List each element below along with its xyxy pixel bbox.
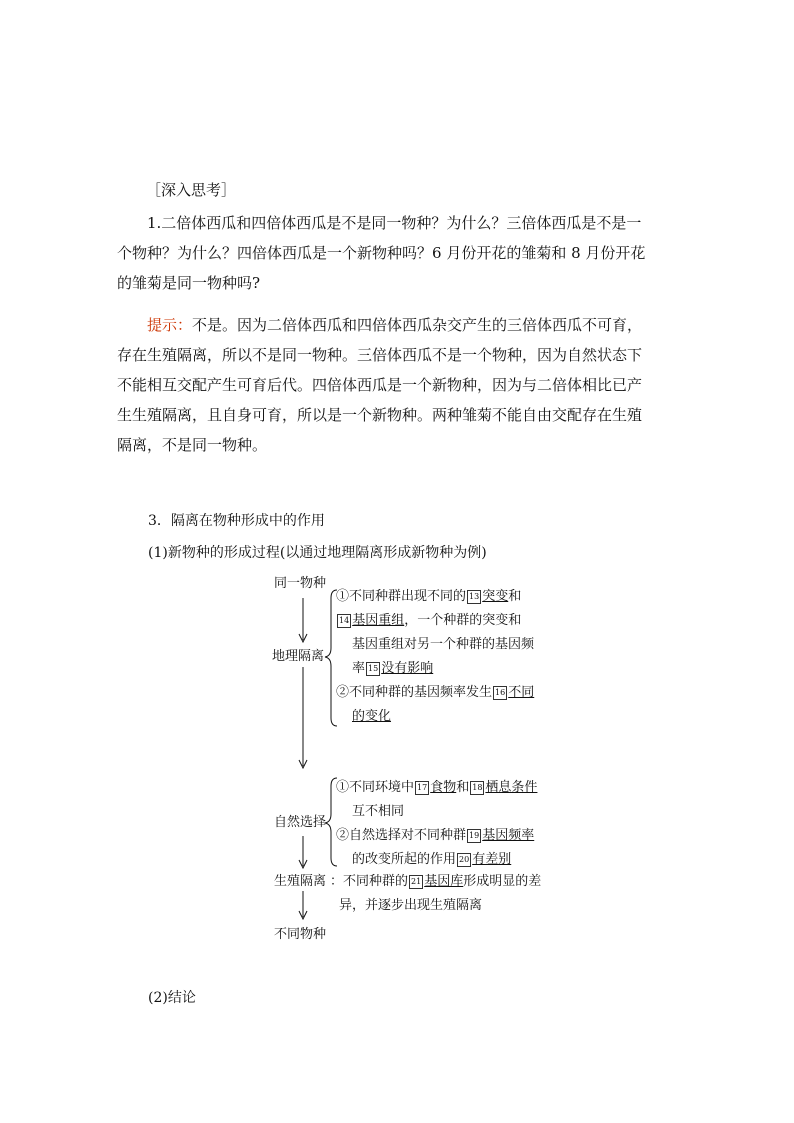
answer-20-text: 有差别 (472, 852, 512, 867)
node-different-species: 不同物种 (274, 927, 327, 942)
node-natural-selection: 自然选择 (274, 815, 327, 830)
answer-21-text: 基因库 (424, 874, 464, 889)
node-geographic-isolation: 地理隔离 (272, 649, 325, 664)
hint-label: 提示： (147, 316, 193, 334)
node-same-species: 同一物种 (274, 576, 327, 591)
geo-line-4: 率 15 没有影响 (352, 661, 434, 676)
answer-box-18: 18 (470, 781, 484, 795)
answer-line-5: 隔离，不是同一物种。 (117, 436, 268, 454)
answer-14-text: 基因重组 (352, 613, 405, 628)
nat-line-4: 的改变所起的作用 20 有差别 (352, 852, 512, 867)
question-line-1: 1.二倍体西瓜和四倍体西瓜是不是同一物种？为什么？三倍体西瓜是不是一 (147, 214, 642, 232)
answer-15-text: 没有影响 (381, 661, 434, 676)
answer-first-text: 不是。因为二倍体西瓜和四倍体西瓜杂交产生的三倍体西瓜不可育， (192, 316, 643, 334)
nat-line-1: ①不同环境中 17 食物和 18 栖息条件 (336, 780, 538, 795)
section-3-sub1: (1)新物种的形成过程(以通过地理隔离形成新物种为例) (148, 545, 487, 561)
geo-line-3: 基因重组对另一个种群的基因频 (352, 637, 535, 652)
section-3-title: 3．隔离在物种形成中的作用 (148, 513, 325, 529)
answer-box-14: 14 (337, 614, 351, 628)
answer-19-text: 基因频率 (482, 828, 535, 843)
section-3-sub2: (2)结论 (148, 990, 196, 1006)
answer-box-16: 16 (493, 686, 507, 700)
geo-line-5: ②不同种群的基因频率发生 16 不同 (336, 685, 535, 700)
answer-box-20: 20 (457, 853, 471, 867)
rep-line-2: 异，并逐步出现生殖隔离 (339, 898, 483, 913)
answer-line-4: 生生殖隔离，且自身可育，所以是一个新物种。两种雏菊不能自由交配存在生殖 (117, 406, 643, 424)
geo-line-2: 14 基因重组，一个种群的突变和 (339, 613, 522, 628)
answer-box-15: 15 (366, 662, 380, 676)
answer-line-3: 不能相互交配产生可育后代。四倍体西瓜是一个新物种，因为与二倍体相比已产 (117, 376, 643, 394)
geo-line-6: 的变化 (352, 709, 392, 724)
deep-thinking-heading: ［深入思考］ (146, 181, 237, 199)
answer-box-17: 17 (415, 781, 429, 795)
question-line-2: 个物种？为什么？四倍体西瓜是一个新物种吗？6 月份开花的雏菊和 8 月份开花 (117, 244, 646, 262)
answer-13-text: 突变 (482, 589, 509, 604)
rep-line-1: ：不同种群的 21 基因库形成明显的差 (330, 874, 542, 889)
geo-line-1: ①不同种群出现不同的 13 突变和 (336, 589, 522, 604)
node-reproductive-isolation: 生殖隔离 (274, 874, 327, 889)
answer-line-2: 存在生殖隔离，所以不是同一物种。三倍体西瓜不是一个物种，因为自然状态下 (117, 346, 643, 364)
nat-line-2: 互不相同 (352, 804, 405, 819)
answer-18-text: 栖息条件 (485, 780, 538, 795)
question-line-3: 的雏菊是同一物种吗? (117, 274, 261, 292)
answer-16-text: 不同 (508, 685, 535, 700)
answer-box-19: 19 (467, 829, 481, 843)
answer-box-13: 13 (467, 590, 481, 604)
answer-17-text: 食物 (430, 780, 457, 795)
nat-line-3: ②自然选择对不同种群 19 基因频率 (336, 828, 535, 843)
answer-box-21: 21 (409, 875, 423, 889)
